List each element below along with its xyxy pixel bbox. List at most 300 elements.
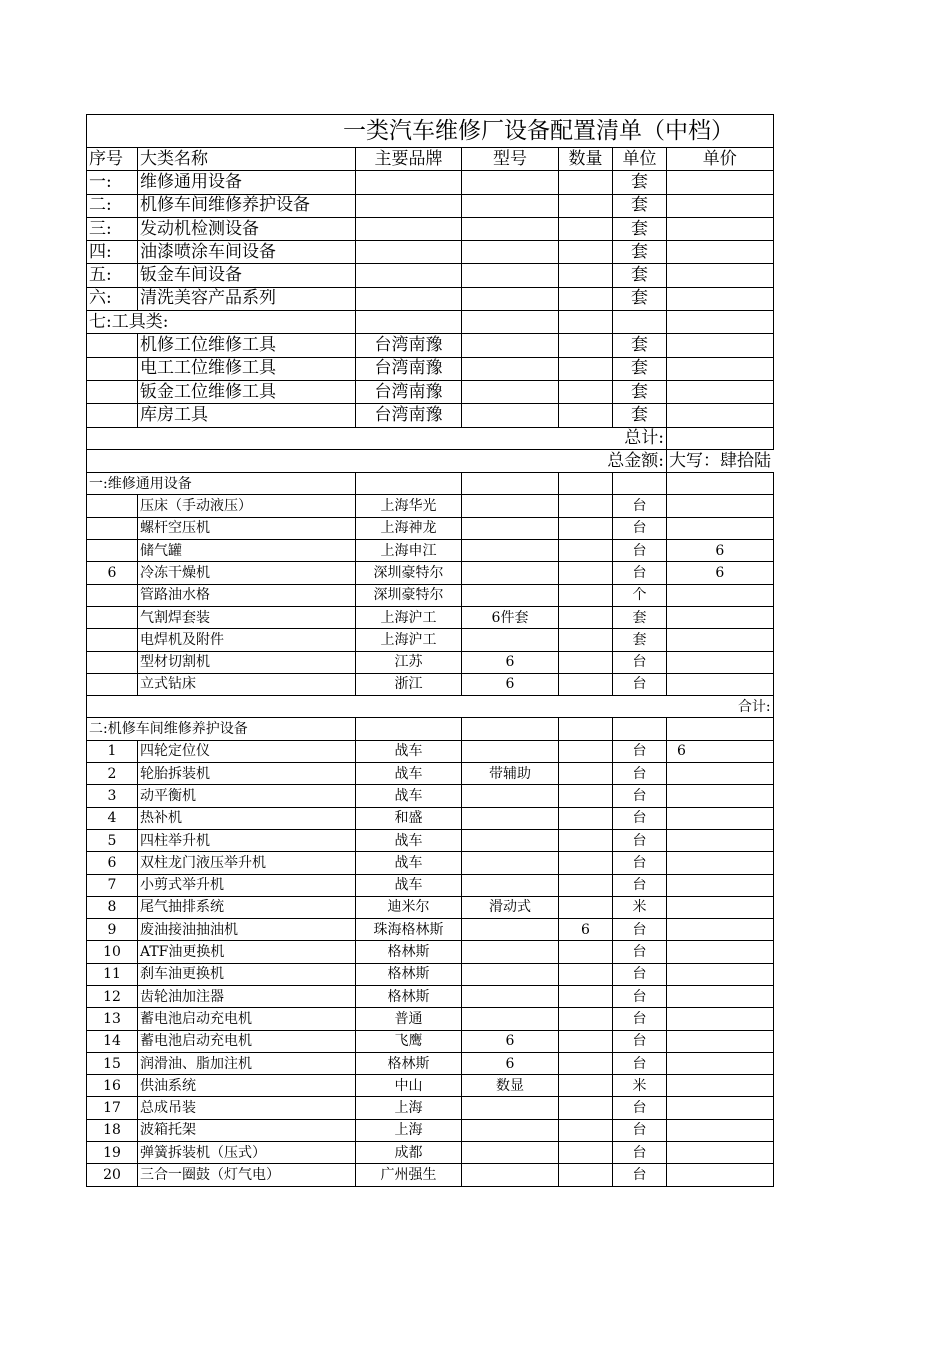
unit-cell: 套	[613, 264, 667, 287]
category-name-cell: 维修通用设备	[138, 171, 356, 194]
model-cell	[462, 1119, 559, 1141]
price-cell	[667, 1097, 774, 1119]
seq-cell: 12	[87, 985, 138, 1007]
model-cell	[462, 1008, 559, 1030]
qty-cell	[559, 562, 613, 584]
price-cell	[667, 852, 774, 874]
price-cell	[667, 334, 774, 357]
model-cell: 6件套	[462, 606, 559, 628]
seq-cell: 11	[87, 963, 138, 985]
qty-cell	[559, 1008, 613, 1030]
equipment-row	[87, 1164, 774, 1186]
equipment-name-cell: 四轮定位仪	[138, 740, 356, 762]
qty-cell	[559, 334, 613, 357]
equipment-row	[87, 540, 774, 562]
seq-cell	[87, 495, 138, 517]
price-cell	[667, 380, 774, 403]
header-seq: 序号	[87, 148, 138, 171]
brand-cell	[356, 171, 462, 194]
equipment-name-cell: 小剪式举升机	[138, 874, 356, 896]
brand-cell: 战车	[356, 852, 462, 874]
total-label: 总计:	[87, 427, 667, 449]
unit-cell: 套	[613, 334, 667, 357]
price-cell	[667, 606, 774, 628]
qty-cell	[559, 651, 613, 673]
equipment-name-cell: 波箱托架	[138, 1119, 356, 1141]
equipment-name-cell: 气割焊套装	[138, 606, 356, 628]
price-cell	[667, 241, 774, 264]
seq-cell: 1	[87, 740, 138, 762]
model-cell	[462, 517, 559, 539]
qty-cell	[559, 241, 613, 264]
equipment-name-cell: 管路油水格	[138, 584, 356, 606]
price-cell	[667, 673, 774, 695]
empty-cell	[559, 718, 613, 740]
brand-cell: 战车	[356, 763, 462, 785]
model-cell	[462, 287, 559, 310]
model-cell: 数显	[462, 1075, 559, 1097]
qty-cell	[559, 517, 613, 539]
equipment-name-cell: 螺杆空压机	[138, 517, 356, 539]
qty-cell	[559, 606, 613, 628]
category-name-cell: 钣金车间设备	[138, 264, 356, 287]
equipment-row	[87, 629, 774, 651]
price-cell	[667, 1119, 774, 1141]
qty-cell	[559, 985, 613, 1007]
price-cell	[667, 357, 774, 380]
section1-heading-row	[87, 473, 774, 495]
total-row	[87, 427, 774, 449]
unit-cell: 台	[613, 874, 667, 896]
equipment-name-cell: 尾气抽排系统	[138, 896, 356, 918]
equipment-row	[87, 896, 774, 918]
seq-cell: 三:	[87, 217, 138, 240]
empty-cell	[667, 718, 774, 740]
equipment-row	[87, 852, 774, 874]
unit-cell: 台	[613, 1119, 667, 1141]
unit-cell: 套	[613, 171, 667, 194]
price-cell	[667, 404, 774, 427]
price-cell	[667, 1030, 774, 1052]
price-cell	[667, 1142, 774, 1164]
qty-cell	[559, 1030, 613, 1052]
model-cell	[462, 264, 559, 287]
model-cell: 滑动式	[462, 896, 559, 918]
price-cell	[667, 985, 774, 1007]
unit-cell: 台	[613, 1030, 667, 1052]
equipment-row	[87, 763, 774, 785]
unit-cell: 套	[613, 404, 667, 427]
equipment-name-cell: 齿轮油加注器	[138, 985, 356, 1007]
summary-row	[87, 287, 774, 310]
brand-cell: 普通	[356, 1008, 462, 1030]
qty-cell	[559, 852, 613, 874]
qty-cell	[559, 264, 613, 287]
brand-cell: 广州强生	[356, 1164, 462, 1186]
unit-cell: 套	[613, 241, 667, 264]
seq-cell: 14	[87, 1030, 138, 1052]
equipment-row	[87, 829, 774, 851]
model-cell	[462, 740, 559, 762]
equipment-name-cell: 热补机	[138, 807, 356, 829]
brand-cell: 深圳豪特尔	[356, 562, 462, 584]
brand-cell: 格林斯	[356, 985, 462, 1007]
tools-heading: 七:工具类:	[87, 311, 356, 334]
model-cell	[462, 852, 559, 874]
empty-cell	[613, 473, 667, 495]
brand-cell: 浙江	[356, 673, 462, 695]
unit-cell: 台	[613, 673, 667, 695]
seq-cell	[87, 606, 138, 628]
equipment-row	[87, 517, 774, 539]
seq-cell	[87, 540, 138, 562]
brand-cell: 深圳豪特尔	[356, 584, 462, 606]
qty-cell	[559, 763, 613, 785]
unit-cell: 台	[613, 517, 667, 539]
price-cell	[667, 829, 774, 851]
seq-cell: 2	[87, 763, 138, 785]
qty-cell	[559, 171, 613, 194]
model-cell: 6	[462, 651, 559, 673]
model-cell	[462, 807, 559, 829]
model-cell	[462, 540, 559, 562]
model-cell: 6	[462, 1052, 559, 1074]
seq-cell: 7	[87, 874, 138, 896]
model-cell	[462, 1097, 559, 1119]
brand-cell	[356, 241, 462, 264]
summary-row	[87, 241, 774, 264]
model-cell: 6	[462, 1030, 559, 1052]
seq-cell: 二:	[87, 194, 138, 217]
seq-cell: 5	[87, 829, 138, 851]
seq-cell	[87, 651, 138, 673]
equipment-row	[87, 606, 774, 628]
brand-cell: 和盛	[356, 807, 462, 829]
seq-cell: 3	[87, 785, 138, 807]
seq-cell: 五:	[87, 264, 138, 287]
equipment-row	[87, 740, 774, 762]
model-cell	[462, 495, 559, 517]
model-cell: 6	[462, 673, 559, 695]
equipment-row	[87, 941, 774, 963]
seq-cell	[87, 380, 138, 403]
model-cell	[462, 217, 559, 240]
empty-cell	[559, 311, 613, 334]
total-amount-upper: 大写：肆拾陆	[667, 449, 774, 472]
equipment-name-cell: 弹簧拆装机（压式）	[138, 1142, 356, 1164]
unit-cell: 台	[613, 1142, 667, 1164]
qty-cell	[559, 287, 613, 310]
unit-cell: 套	[613, 606, 667, 628]
unit-cell: 台	[613, 562, 667, 584]
tool-name-cell: 库房工具	[138, 404, 356, 427]
unit-cell: 台	[613, 852, 667, 874]
equipment-row	[87, 1142, 774, 1164]
tool-row	[87, 334, 774, 357]
price-cell	[667, 919, 774, 941]
unit-cell: 套	[613, 194, 667, 217]
summary-row	[87, 217, 774, 240]
qty-cell	[559, 963, 613, 985]
brand-cell: 上海神龙	[356, 517, 462, 539]
brand-cell: 江苏	[356, 651, 462, 673]
unit-cell: 米	[613, 1075, 667, 1097]
equipment-name-cell: 四柱举升机	[138, 829, 356, 851]
equipment-row	[87, 495, 774, 517]
total-amount-row	[87, 449, 774, 472]
model-cell	[462, 829, 559, 851]
equipment-row	[87, 919, 774, 941]
model-cell	[462, 171, 559, 194]
equipment-name-cell: 废油接油抽油机	[138, 919, 356, 941]
category-name-cell: 机修车间维修养护设备	[138, 194, 356, 217]
empty-cell	[462, 311, 559, 334]
qty-cell	[559, 1075, 613, 1097]
brand-cell: 上海申江	[356, 540, 462, 562]
tool-name-cell: 电工工位维修工具	[138, 357, 356, 380]
tool-row	[87, 357, 774, 380]
unit-cell: 台	[613, 763, 667, 785]
brand-cell: 战车	[356, 785, 462, 807]
seq-cell: 20	[87, 1164, 138, 1186]
unit-cell: 台	[613, 540, 667, 562]
equipment-row	[87, 562, 774, 584]
price-cell	[667, 763, 774, 785]
equipment-row	[87, 584, 774, 606]
seq-cell: 15	[87, 1052, 138, 1074]
brand-cell: 上海	[356, 1119, 462, 1141]
qty-cell	[559, 874, 613, 896]
equipment-name-cell: 动平衡机	[138, 785, 356, 807]
brand-cell: 飞鹰	[356, 1030, 462, 1052]
header-brand: 主要品牌	[356, 148, 462, 171]
model-cell	[462, 562, 559, 584]
brand-cell: 上海华光	[356, 495, 462, 517]
model-cell	[462, 1164, 559, 1186]
empty-cell	[613, 718, 667, 740]
brand-cell: 上海沪工	[356, 629, 462, 651]
empty-cell	[559, 473, 613, 495]
qty-cell	[559, 896, 613, 918]
price-cell	[667, 584, 774, 606]
empty-cell	[356, 473, 462, 495]
qty-cell	[559, 584, 613, 606]
model-cell	[462, 941, 559, 963]
unit-cell: 套	[613, 217, 667, 240]
model-cell	[462, 785, 559, 807]
header-model: 型号	[462, 148, 559, 171]
total-value	[667, 427, 774, 449]
qty-cell	[559, 495, 613, 517]
equipment-name-cell: 供油系统	[138, 1075, 356, 1097]
equipment-row	[87, 1030, 774, 1052]
equipment-row	[87, 807, 774, 829]
unit-cell: 套	[613, 357, 667, 380]
unit-cell: 台	[613, 1008, 667, 1030]
price-cell	[667, 517, 774, 539]
qty-cell: 6	[559, 919, 613, 941]
equipment-name-cell: 电焊机及附件	[138, 629, 356, 651]
qty-cell	[559, 941, 613, 963]
seq-cell	[87, 357, 138, 380]
model-cell	[462, 584, 559, 606]
empty-cell	[462, 473, 559, 495]
model-cell	[462, 919, 559, 941]
qty-cell	[559, 1164, 613, 1186]
seq-cell: 19	[87, 1142, 138, 1164]
qty-cell	[559, 194, 613, 217]
equipment-row	[87, 651, 774, 673]
equipment-name-cell: 冷冻干燥机	[138, 562, 356, 584]
price-cell	[667, 1008, 774, 1030]
unit-cell: 台	[613, 785, 667, 807]
unit-cell: 台	[613, 1052, 667, 1074]
model-cell	[462, 985, 559, 1007]
equipment-row	[87, 963, 774, 985]
model-cell	[462, 357, 559, 380]
brand-cell: 台湾南豫	[356, 334, 462, 357]
equipment-name-cell: 型材切割机	[138, 651, 356, 673]
empty-cell	[356, 718, 462, 740]
equipment-name-cell: ATF油更换机	[138, 941, 356, 963]
empty-cell	[356, 311, 462, 334]
empty-cell	[667, 473, 774, 495]
price-cell	[667, 287, 774, 310]
brand-cell: 成都	[356, 1142, 462, 1164]
brand-cell: 格林斯	[356, 963, 462, 985]
seq-cell: 18	[87, 1119, 138, 1141]
model-cell	[462, 1142, 559, 1164]
summary-row	[87, 171, 774, 194]
page-title: 一类汽车维修厂设备配置清单（中档）	[87, 115, 774, 148]
price-cell	[667, 785, 774, 807]
equipment-row	[87, 1075, 774, 1097]
equipment-row	[87, 1052, 774, 1074]
total-amount-label: 总金额:	[87, 449, 667, 472]
qty-cell	[559, 217, 613, 240]
empty-cell	[613, 311, 667, 334]
brand-cell	[356, 194, 462, 217]
qty-cell	[559, 1052, 613, 1074]
seq-cell: 9	[87, 919, 138, 941]
price-cell	[667, 194, 774, 217]
equipment-name-cell: 轮胎拆装机	[138, 763, 356, 785]
unit-cell: 套	[613, 380, 667, 403]
section1-subtotal-label: 合计:	[87, 696, 774, 718]
brand-cell: 格林斯	[356, 941, 462, 963]
seq-cell	[87, 404, 138, 427]
equipment-row	[87, 985, 774, 1007]
price-cell	[667, 217, 774, 240]
section2-heading-row	[87, 718, 774, 740]
equipment-name-cell: 蓄电池启动充电机	[138, 1030, 356, 1052]
equipment-name-cell: 压床（手动液压）	[138, 495, 356, 517]
qty-cell	[559, 1119, 613, 1141]
equipment-row	[87, 785, 774, 807]
brand-cell: 上海	[356, 1097, 462, 1119]
brand-cell: 台湾南豫	[356, 404, 462, 427]
qty-cell	[559, 829, 613, 851]
qty-cell	[559, 1097, 613, 1119]
equipment-name-cell: 三合一圈鼓（灯气电）	[138, 1164, 356, 1186]
empty-cell	[462, 718, 559, 740]
unit-cell: 台	[613, 495, 667, 517]
qty-cell	[559, 404, 613, 427]
qty-cell	[559, 629, 613, 651]
equipment-name-cell: 蓄电池启动充电机	[138, 1008, 356, 1030]
equipment-name-cell: 立式钻床	[138, 673, 356, 695]
price-cell	[667, 1075, 774, 1097]
seq-cell: 一:	[87, 171, 138, 194]
qty-cell	[559, 357, 613, 380]
header-qty: 数量	[559, 148, 613, 171]
header-price: 单价	[667, 148, 774, 171]
model-cell	[462, 241, 559, 264]
seq-cell	[87, 584, 138, 606]
tool-row	[87, 404, 774, 427]
seq-cell: 16	[87, 1075, 138, 1097]
price-cell: 6	[667, 562, 774, 584]
section1-heading: 一:维修通用设备	[87, 473, 356, 495]
seq-cell: 10	[87, 941, 138, 963]
equipment-row	[87, 1008, 774, 1030]
brand-cell: 迪米尔	[356, 896, 462, 918]
section1-subtotal-row	[87, 696, 774, 718]
equipment-row	[87, 673, 774, 695]
model-cell	[462, 380, 559, 403]
brand-cell	[356, 287, 462, 310]
equipment-row	[87, 1119, 774, 1141]
summary-row	[87, 194, 774, 217]
unit-cell: 台	[613, 941, 667, 963]
tool-row	[87, 380, 774, 403]
seq-cell: 4	[87, 807, 138, 829]
brand-cell	[356, 264, 462, 287]
unit-cell: 个	[613, 584, 667, 606]
model-cell	[462, 629, 559, 651]
brand-cell: 中山	[356, 1075, 462, 1097]
seq-cell: 六:	[87, 287, 138, 310]
brand-cell: 战车	[356, 874, 462, 896]
qty-cell	[559, 380, 613, 403]
price-cell	[667, 963, 774, 985]
summary-row	[87, 264, 774, 287]
price-cell	[667, 807, 774, 829]
header-unit: 单位	[613, 148, 667, 171]
equipment-row	[87, 874, 774, 896]
price-cell	[667, 941, 774, 963]
qty-cell	[559, 740, 613, 762]
seq-cell: 6	[87, 562, 138, 584]
equipment-table	[86, 114, 774, 1187]
price-cell	[667, 264, 774, 287]
brand-cell: 台湾南豫	[356, 380, 462, 403]
equipment-name-cell: 总成吊装	[138, 1097, 356, 1119]
price-cell	[667, 651, 774, 673]
model-cell	[462, 194, 559, 217]
category-name-cell: 发动机检测设备	[138, 217, 356, 240]
price-cell	[667, 896, 774, 918]
qty-cell	[559, 1142, 613, 1164]
unit-cell: 台	[613, 963, 667, 985]
seq-cell: 17	[87, 1097, 138, 1119]
category-name-cell: 油漆喷涂车间设备	[138, 241, 356, 264]
brand-cell: 上海沪工	[356, 606, 462, 628]
seq-cell	[87, 334, 138, 357]
header-category: 大类名称	[138, 148, 356, 171]
price-cell	[667, 874, 774, 896]
unit-cell: 台	[613, 807, 667, 829]
